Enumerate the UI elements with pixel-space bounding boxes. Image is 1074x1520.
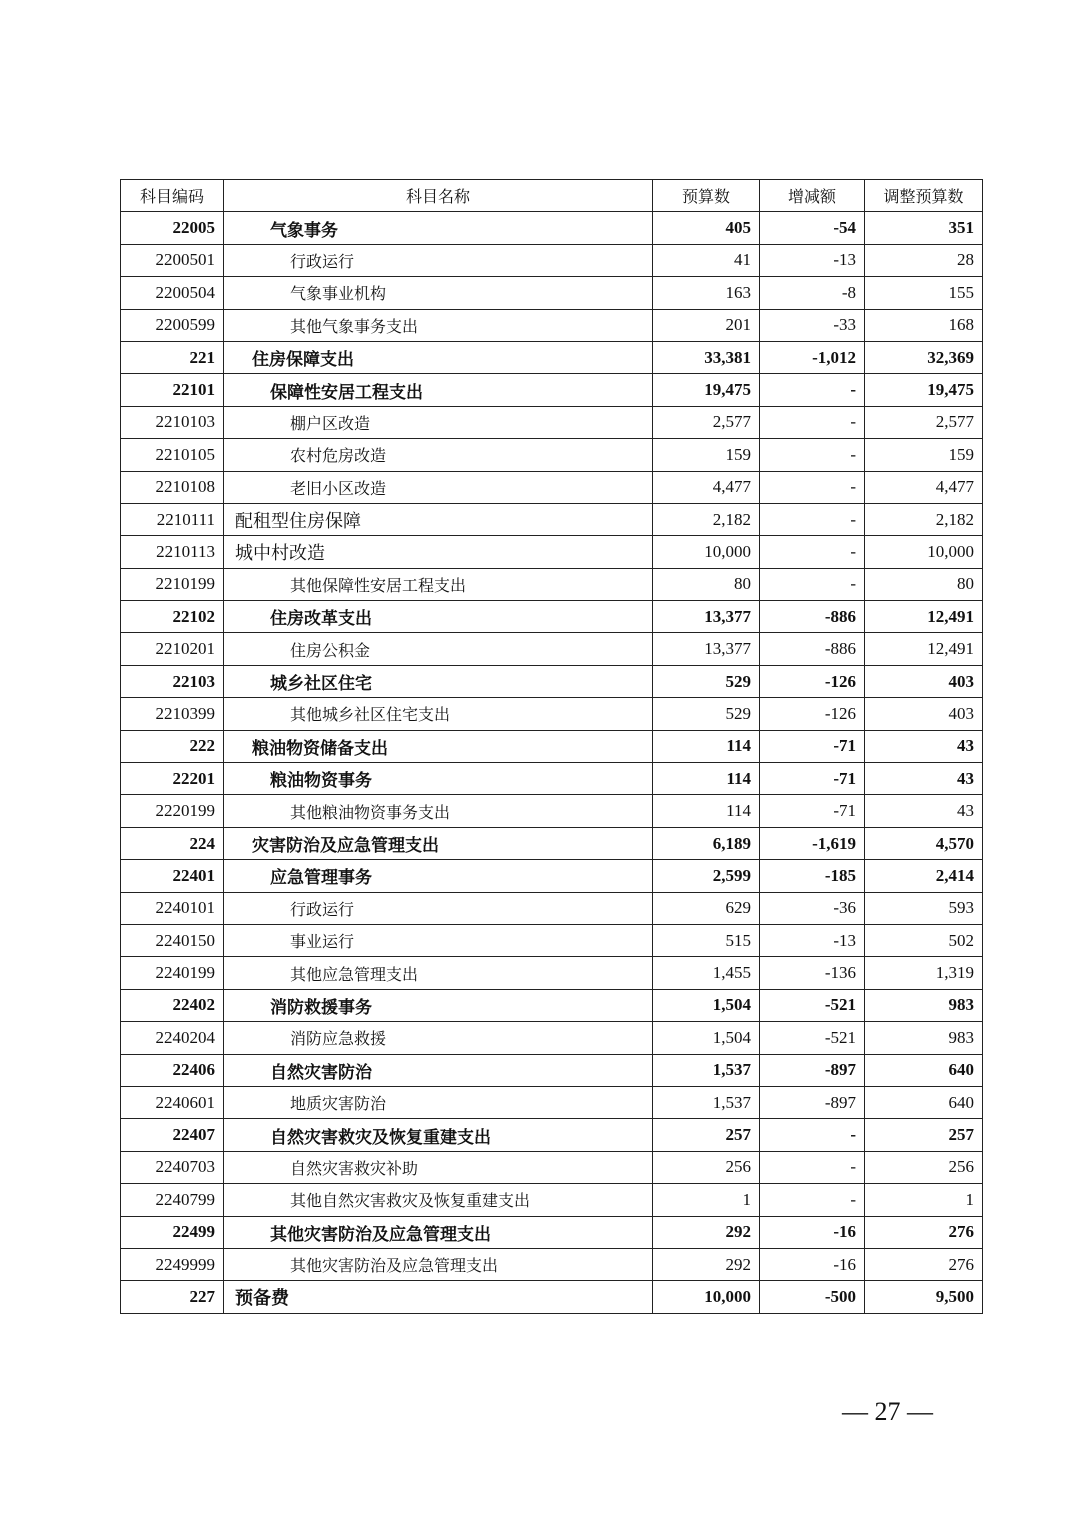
- cell-code: 2240150: [121, 924, 224, 956]
- cell-name: 粮油物资事务: [224, 763, 653, 795]
- cell-name: 住房改革支出: [224, 601, 653, 633]
- cell-name: 其他粮油物资事务支出: [224, 795, 653, 827]
- cell-change: -: [760, 439, 865, 471]
- cell-name: 事业运行: [224, 924, 653, 956]
- table-header-row: [121, 180, 983, 212]
- cell-adjusted: 983: [865, 989, 983, 1021]
- table-row: [121, 763, 983, 795]
- cell-budget: 6,189: [653, 827, 760, 859]
- cell-name: 其他城乡社区住宅支出: [224, 698, 653, 730]
- cell-adjusted: 257: [865, 1119, 983, 1151]
- cell-budget: 163: [653, 277, 760, 309]
- table-row: [121, 536, 983, 568]
- cell-change: -8: [760, 277, 865, 309]
- cell-adjusted: 351: [865, 212, 983, 244]
- cell-code: 221: [121, 341, 224, 373]
- cell-budget: 529: [653, 665, 760, 697]
- table-row: [121, 1151, 983, 1183]
- cell-adjusted: 640: [865, 1054, 983, 1086]
- cell-code: 22102: [121, 601, 224, 633]
- cell-adjusted: 1,319: [865, 957, 983, 989]
- cell-budget: 405: [653, 212, 760, 244]
- cell-change: -13: [760, 924, 865, 956]
- cell-change: -500: [760, 1281, 865, 1313]
- cell-change: -: [760, 1184, 865, 1216]
- cell-change: -886: [760, 633, 865, 665]
- cell-code: 2240204: [121, 1022, 224, 1054]
- cell-budget: 4,477: [653, 471, 760, 503]
- table-row: [121, 277, 983, 309]
- cell-change: -: [760, 503, 865, 535]
- cell-change: -126: [760, 665, 865, 697]
- cell-name: 其他应急管理支出: [224, 957, 653, 989]
- cell-name: 消防应急救援: [224, 1022, 653, 1054]
- table-row: [121, 439, 983, 471]
- cell-code: 22407: [121, 1119, 224, 1151]
- header-budget: 预算数: [653, 180, 760, 212]
- cell-adjusted: 2,414: [865, 860, 983, 892]
- cell-adjusted: 12,491: [865, 601, 983, 633]
- cell-name: 自然灾害防治: [224, 1054, 653, 1086]
- cell-budget: 159: [653, 439, 760, 471]
- cell-adjusted: 159: [865, 439, 983, 471]
- cell-budget: 2,599: [653, 860, 760, 892]
- cell-change: -16: [760, 1216, 865, 1248]
- cell-code: 2240799: [121, 1184, 224, 1216]
- cell-code: 2200504: [121, 277, 224, 309]
- cell-change: -521: [760, 1022, 865, 1054]
- cell-budget: 201: [653, 309, 760, 341]
- cell-budget: 2,577: [653, 406, 760, 438]
- cell-change: -33: [760, 309, 865, 341]
- table-row: [121, 1248, 983, 1280]
- cell-adjusted: 43: [865, 730, 983, 762]
- table-row: [121, 892, 983, 924]
- cell-adjusted: 276: [865, 1216, 983, 1248]
- cell-name: 预备费: [224, 1281, 653, 1313]
- cell-adjusted: 276: [865, 1248, 983, 1280]
- cell-name: 其他气象事务支出: [224, 309, 653, 341]
- table-row: [121, 601, 983, 633]
- cell-change: -71: [760, 763, 865, 795]
- cell-code: 2210103: [121, 406, 224, 438]
- cell-change: -16: [760, 1248, 865, 1280]
- table-row: [121, 406, 983, 438]
- table-row: [121, 957, 983, 989]
- cell-code: 2249999: [121, 1248, 224, 1280]
- cell-adjusted: 983: [865, 1022, 983, 1054]
- cell-change: -: [760, 568, 865, 600]
- table-row: [121, 1054, 983, 1086]
- header-code: 科目编码: [121, 180, 224, 212]
- cell-code: 2210105: [121, 439, 224, 471]
- cell-adjusted: 19,475: [865, 374, 983, 406]
- cell-budget: 529: [653, 698, 760, 730]
- cell-code: 22103: [121, 665, 224, 697]
- cell-code: 22406: [121, 1054, 224, 1086]
- cell-adjusted: 593: [865, 892, 983, 924]
- cell-adjusted: 4,570: [865, 827, 983, 859]
- cell-budget: 114: [653, 795, 760, 827]
- cell-name: 消防救援事务: [224, 989, 653, 1021]
- table-row: [121, 1184, 983, 1216]
- cell-name: 农村危房改造: [224, 439, 653, 471]
- table-row: [121, 503, 983, 535]
- cell-name: 应急管理事务: [224, 860, 653, 892]
- cell-change: -71: [760, 730, 865, 762]
- cell-name: 棚户区改造: [224, 406, 653, 438]
- cell-budget: 1,537: [653, 1086, 760, 1118]
- table-row: [121, 374, 983, 406]
- cell-budget: 13,377: [653, 633, 760, 665]
- cell-name: 城乡社区住宅: [224, 665, 653, 697]
- cell-adjusted: 43: [865, 763, 983, 795]
- cell-change: -126: [760, 698, 865, 730]
- cell-code: 2240601: [121, 1086, 224, 1118]
- cell-adjusted: 502: [865, 924, 983, 956]
- cell-code: 2210111: [121, 503, 224, 535]
- table-row: [121, 309, 983, 341]
- cell-name: 粮油物资储备支出: [224, 730, 653, 762]
- cell-adjusted: 640: [865, 1086, 983, 1118]
- cell-name: 气象事业机构: [224, 277, 653, 309]
- cell-budget: 2,182: [653, 503, 760, 535]
- cell-budget: 114: [653, 730, 760, 762]
- page-number: — 27 —: [842, 1397, 933, 1426]
- header-change: 增减额: [760, 180, 865, 212]
- cell-change: -13: [760, 244, 865, 276]
- cell-budget: 1,537: [653, 1054, 760, 1086]
- cell-change: -: [760, 471, 865, 503]
- cell-name: 地质灾害防治: [224, 1086, 653, 1118]
- cell-adjusted: 1: [865, 1184, 983, 1216]
- cell-code: 2240101: [121, 892, 224, 924]
- table-row: [121, 665, 983, 697]
- cell-adjusted: 2,577: [865, 406, 983, 438]
- cell-code: 224: [121, 827, 224, 859]
- cell-name: 其他保障性安居工程支出: [224, 568, 653, 600]
- cell-name: 行政运行: [224, 244, 653, 276]
- cell-budget: 1,455: [653, 957, 760, 989]
- cell-budget: 114: [653, 763, 760, 795]
- cell-name: 城中村改造: [224, 536, 653, 568]
- table-row: [121, 989, 983, 1021]
- table-row: [121, 568, 983, 600]
- cell-name: 气象事务: [224, 212, 653, 244]
- table-row: [121, 1086, 983, 1118]
- table-row: [121, 1119, 983, 1151]
- cell-adjusted: 256: [865, 1151, 983, 1183]
- cell-budget: 256: [653, 1151, 760, 1183]
- cell-code: 2240703: [121, 1151, 224, 1183]
- header-adjusted: 调整预算数: [865, 180, 983, 212]
- cell-budget: 10,000: [653, 1281, 760, 1313]
- cell-budget: 1,504: [653, 1022, 760, 1054]
- cell-adjusted: 12,491: [865, 633, 983, 665]
- cell-change: -: [760, 406, 865, 438]
- cell-change: -1,012: [760, 341, 865, 373]
- cell-change: -: [760, 374, 865, 406]
- cell-budget: 257: [653, 1119, 760, 1151]
- cell-code: 22101: [121, 374, 224, 406]
- cell-adjusted: 28: [865, 244, 983, 276]
- cell-code: 2210399: [121, 698, 224, 730]
- cell-change: -185: [760, 860, 865, 892]
- cell-budget: 1,504: [653, 989, 760, 1021]
- cell-name: 其他灾害防治及应急管理支出: [224, 1216, 653, 1248]
- cell-change: -54: [760, 212, 865, 244]
- cell-code: 22402: [121, 989, 224, 1021]
- cell-adjusted: 4,477: [865, 471, 983, 503]
- table-row: [121, 633, 983, 665]
- cell-name: 保障性安居工程支出: [224, 374, 653, 406]
- cell-change: -521: [760, 989, 865, 1021]
- table-row: [121, 860, 983, 892]
- cell-change: -: [760, 1151, 865, 1183]
- cell-name: 其他自然灾害救灾及恢复重建支出: [224, 1184, 653, 1216]
- cell-budget: 292: [653, 1216, 760, 1248]
- cell-budget: 292: [653, 1248, 760, 1280]
- cell-code: 2200501: [121, 244, 224, 276]
- cell-code: 22201: [121, 763, 224, 795]
- cell-code: 222: [121, 730, 224, 762]
- cell-budget: 13,377: [653, 601, 760, 633]
- cell-budget: 10,000: [653, 536, 760, 568]
- table-row: [121, 795, 983, 827]
- cell-adjusted: 80: [865, 568, 983, 600]
- cell-adjusted: 2,182: [865, 503, 983, 535]
- cell-adjusted: 10,000: [865, 536, 983, 568]
- cell-adjusted: 32,369: [865, 341, 983, 373]
- cell-name: 自然灾害救灾及恢复重建支出: [224, 1119, 653, 1151]
- table-body: [121, 212, 983, 1313]
- table-row: [121, 730, 983, 762]
- cell-code: 2210199: [121, 568, 224, 600]
- cell-code: 227: [121, 1281, 224, 1313]
- cell-code: 22005: [121, 212, 224, 244]
- cell-name: 其他灾害防治及应急管理支出: [224, 1248, 653, 1280]
- table-row: [121, 1022, 983, 1054]
- cell-adjusted: 403: [865, 665, 983, 697]
- cell-budget: 33,381: [653, 341, 760, 373]
- cell-name: 行政运行: [224, 892, 653, 924]
- cell-code: 2210113: [121, 536, 224, 568]
- cell-change: -71: [760, 795, 865, 827]
- cell-name: 住房公积金: [224, 633, 653, 665]
- cell-change: -136: [760, 957, 865, 989]
- cell-budget: 41: [653, 244, 760, 276]
- table-row: [121, 341, 983, 373]
- cell-budget: 629: [653, 892, 760, 924]
- cell-name: 配租型住房保障: [224, 503, 653, 535]
- cell-change: -: [760, 1119, 865, 1151]
- cell-budget: 19,475: [653, 374, 760, 406]
- cell-adjusted: 43: [865, 795, 983, 827]
- cell-adjusted: 168: [865, 309, 983, 341]
- cell-adjusted: 9,500: [865, 1281, 983, 1313]
- table-row: [121, 924, 983, 956]
- cell-change: -897: [760, 1086, 865, 1118]
- table-row: [121, 827, 983, 859]
- table-row: [121, 1216, 983, 1248]
- header-name: 科目名称: [224, 180, 653, 212]
- cell-code: 2200599: [121, 309, 224, 341]
- cell-code: 2240199: [121, 957, 224, 989]
- cell-code: 2220199: [121, 795, 224, 827]
- cell-change: -886: [760, 601, 865, 633]
- table-row: [121, 1281, 983, 1313]
- cell-name: 住房保障支出: [224, 341, 653, 373]
- cell-change: -36: [760, 892, 865, 924]
- cell-change: -897: [760, 1054, 865, 1086]
- table-row: [121, 212, 983, 244]
- cell-code: 22499: [121, 1216, 224, 1248]
- cell-code: 2210108: [121, 471, 224, 503]
- cell-budget: 80: [653, 568, 760, 600]
- table-row: [121, 244, 983, 276]
- table-row: [121, 698, 983, 730]
- cell-budget: 1: [653, 1184, 760, 1216]
- cell-budget: 515: [653, 924, 760, 956]
- cell-name: 自然灾害救灾补助: [224, 1151, 653, 1183]
- cell-adjusted: 155: [865, 277, 983, 309]
- cell-change: -1,619: [760, 827, 865, 859]
- cell-name: 灾害防治及应急管理支出: [224, 827, 653, 859]
- cell-code: 2210201: [121, 633, 224, 665]
- cell-name: 老旧小区改造: [224, 471, 653, 503]
- cell-adjusted: 403: [865, 698, 983, 730]
- table-row: [121, 471, 983, 503]
- budget-table: [120, 179, 983, 1314]
- cell-code: 22401: [121, 860, 224, 892]
- cell-change: -: [760, 536, 865, 568]
